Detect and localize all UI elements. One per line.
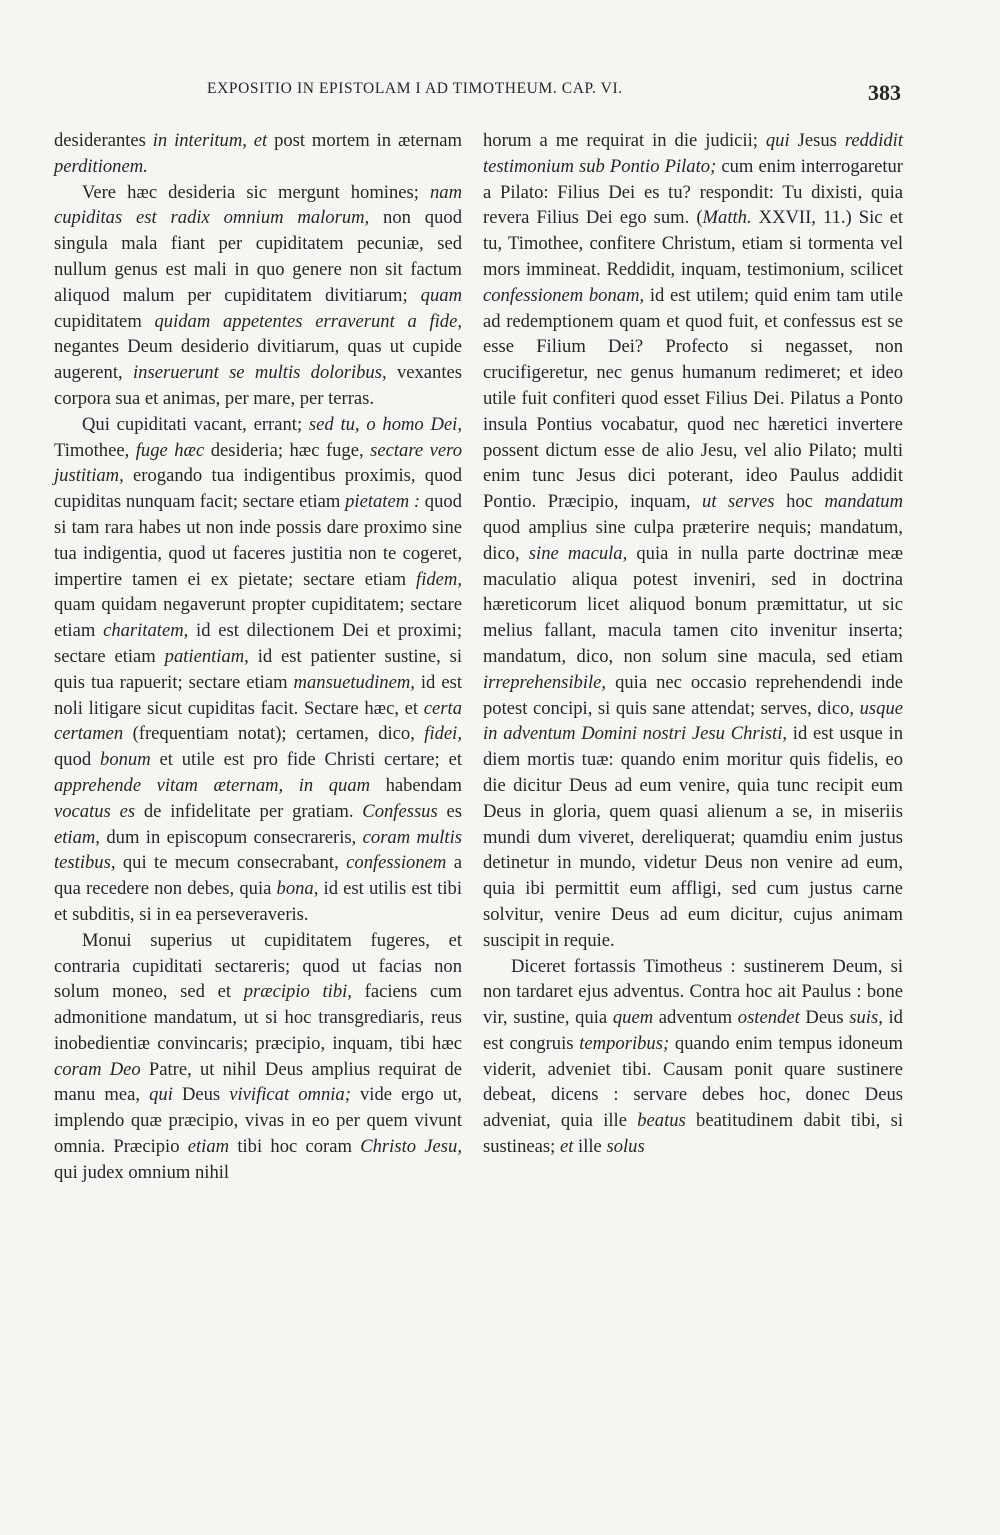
text-run: desiderantes [54,130,153,151]
text-run: quod amplius sine culpa præterire nequis; mandatum, dico, [483,516,903,564]
text-run: qui te mecum consecrabant, [115,852,347,874]
right-column [483,128,903,1160]
paragraph [54,180,462,412]
italic-text: confessionem bonam, [483,284,645,306]
italic-text: coram Deo [54,1058,141,1080]
text-run: Diceret fortassis Timotheus : sustinerem Deum, si non tardaret ejus adventus. Contra hoc ait Paulus : bone vir, sustine, quia [483,955,903,1029]
italic-text: ut serves [702,491,775,513]
italic-text: bonum [100,749,151,771]
text-run: a qua recedere non debes, quia [54,852,462,900]
text-run: hoc [774,491,825,513]
paragraph [483,954,903,1160]
italic-text: nam cupiditas est radix omnium malorum, [54,181,462,229]
paragraph [54,128,462,180]
text-run: cum enim interrogaretur a Pilato: Filius Dei es tu? respondit: Tu dixisti, quia revera Filius Dei ego sum. ( [483,155,903,229]
text-run: Patre, ut nihil Deus amplius requirat de manu mea, [54,1058,463,1106]
italic-text: Matth. [702,207,752,229]
text-run: de infidelitate per gratiam. [135,800,363,822]
italic-text: solus [606,1136,645,1158]
text-run: desideria; hæc fuge, [204,439,371,461]
left-column [54,128,462,1186]
italic-text: mandatum [824,491,903,513]
italic-text: coram multis testibus, [54,826,462,874]
text-run: erogando tua indigentibus proximis, quod cupiditas nunquam facit; sectare etiam [54,465,462,513]
italic-text: et [559,1136,574,1158]
text-run: id est utilis est tibi et subditis, si in ea perseveraveris. [54,878,462,925]
italic-text: sectare vero justitiam, [54,439,462,487]
text-run: faciens cum admonitione mandatum, ut si hoc transgrediaris, reus inobedientiæ convincaris; præcipio, inquam, tibi hæc [54,981,462,1054]
italic-text: Christo Jesu, [360,1136,462,1158]
italic-text: pietatem : [345,491,421,513]
text-run: id est usque in diem mortis tuæ: quando enim moritur quis fidelis, eo die dicitur Deus ad eum venire, quia tunc recipit eum Deus in gloria, quem quasi alienum a se, in miseriis mundi dum viveret, dereliquerat; quamdiu enim justus detinetur in mundo, videtur Deus non venire ad eum, quia ibi permittit eum affligi, sed cum justus carne solvitur, venire Deus ad eum dicitur, cujus animam suscipit in requie. [483,723,903,951]
italic-text: qui [765,130,790,151]
italic-text: inseruerunt se multis doloribus, [133,362,387,384]
italic-text: fidem, [416,568,462,590]
text-run: quam quidam negaverunt propter cupiditatem; sectare etiam [54,594,462,642]
paragraph [483,128,903,954]
text-run: dum in episcopum consecrareris, [99,826,363,848]
italic-text: etiam, [54,826,100,848]
text-run: Vere hæc desideria sic mergunt homines; [82,181,430,203]
text-run: vide ergo ut, implendo quæ præcipio, vivas in eo per quem vivunt omnia. Præcipio [54,1084,462,1158]
italic-text: apprehende vitam æternam, in quam [54,774,371,796]
italic-text: temporibus; [579,1032,670,1054]
italic-text: confessionem [346,852,447,874]
text-run: Qui cupiditati vacant, errant; [82,413,309,435]
italic-text: bona, [276,878,319,900]
italic-text: perditionem. [54,155,148,177]
text-run: habendam [370,774,462,796]
text-run: (frequentiam notat); certamen, dico, [123,723,425,745]
text-run: qui judex omnium nihil [54,1161,230,1183]
paragraph [54,928,462,1186]
italic-text: fuge hæc [135,439,205,461]
italic-text: qui [149,1084,173,1106]
italic-text: in interitum, et [152,130,268,151]
italic-text: quam [420,284,462,306]
text-run: quia in nulla parte doctrinæ meæ maculatio aliqua potest inveniri, sed in doctrina hæreticorum licet aliquod bonum præmittatur, ut sic melius fallant, macula tamen cito invenitur inserta; mandatum, dico, non solum sine macula, sed etiam [483,542,903,667]
italic-text: quem [612,1007,654,1029]
text-run: adventum [653,1007,738,1029]
text-run: et utile est pro fide Christi certare; et [150,749,462,771]
italic-text: patientiam, [164,645,249,667]
italic-text: sine macula, [528,542,628,564]
paragraph [54,412,462,928]
italic-text: suis, [849,1007,883,1029]
text-run: Monui superius ut cupiditatem fugeres, et contraria cupiditati sectareris; quod ut facias non solum moneo, sed et [54,929,462,1003]
text-run: Timothee, [54,439,136,461]
text-run: cupiditatem [54,310,155,332]
text-run: vexantes corpora sua et animas, per mare, per terras. [54,362,463,409]
italic-text: beatus [637,1110,686,1132]
text-run: es [437,800,462,822]
italic-text: præcipio tibi, [243,981,352,1003]
text-run: post mortem in æternam [267,130,462,151]
italic-text: mansuetudinem, [293,671,415,693]
text-run: horum a me requirat in die judicii; [483,130,766,151]
italic-text: Confessus [362,800,438,822]
running-head: EXPOSITIO IN EPISTOLAM I AD TIMOTHEUM. CAP. VI. [207,80,623,97]
text-run: negantes Deum desiderio divitiarum, quas ut cupide augerent, [54,336,462,384]
text-run: id est patienter sustine, si quis tua rapuerit; sectare etiam [54,645,463,693]
italic-text: certa certamen [54,697,462,745]
italic-text: usque in adventum Domini nostri Jesu Christi, [483,697,903,745]
text-run: id est dilectionem Dei et proximi; sectare etiam [54,620,463,667]
text-run: non quod singula mala fiant per cupiditatem pecuniæ, sed nullum genus est mali in quo genere non sit factum aliquod malum per cupiditatem divitiarum; [54,207,462,306]
text-run: quod [54,749,101,771]
text-run: id est congruis [483,1007,903,1054]
text-run: beatitudinem dabit tibi, si sustineas; [483,1110,903,1158]
text-run: quia nec occasio reprehendendi inde potest concipi, si quis sane attendat; serves, dico, [483,671,903,719]
italic-text: etiam [187,1136,230,1158]
text-run: XXVII, 11.) Sic et tu, Timothee, confitere Christum, etiam si tormenta vel mors immineat. Reddidit, inquam, testimonium, scilicet [483,207,903,280]
text-run: Jesus [789,130,845,151]
italic-text: quidam appetentes erraverunt a fide, [154,310,462,332]
italic-text: ostendet [737,1007,800,1029]
text-run: id est utilem; quid enim tam utile ad redemptionem quam et quod fuit, et confessus est se esse Filium Dei? Profecto si negasset, non crucifigeretur, nec genus humanum redimeret; et ideo utile fuit confiteri quod esset Filius Dei. Pilatus a Ponto insula Pontius vocabatur, quod nec hæretici invertere possent dictum esse de alio Jesu, vel alio Pilato; multi enim tunc Jesus dici poterant, ideo Paulus addidit Pontio. Præcipio, inquam, [483,284,903,513]
text-run: Deus [172,1084,230,1106]
page-number: 383 [868,80,901,105]
italic-text: fidei, [424,723,462,745]
text-run: ille [573,1136,607,1158]
text-run: id est noli litigare sicut cupiditas facit. Sectare hæc, et [54,671,462,719]
italic-text: vocatus es [54,800,136,822]
italic-text: irreprehensibile, [483,671,607,693]
text-run: Deus [799,1007,850,1029]
italic-text: vivificat omnia; [229,1084,351,1106]
italic-text: charitatem, [103,620,189,642]
text-run: tibi hoc coram [229,1136,361,1158]
text-run: quod si tam rara habes ut non inde possis dare proximo sine tua indigentia, quod ut faceres justitia non te cogeret, impertire tamen ei ex pietate; sectare etiam [54,491,462,590]
text-run: quando enim tempus idoneum viderit, adveniet tibi. Causam ponit quare sustinere debeat, dicens : servare debes hoc, donec Deus adveniat, quia ille [483,1032,903,1132]
italic-text: reddidit testimonium sub Pontio Pilato; [483,130,903,177]
italic-text: sed tu, o homo Dei, [308,413,462,435]
